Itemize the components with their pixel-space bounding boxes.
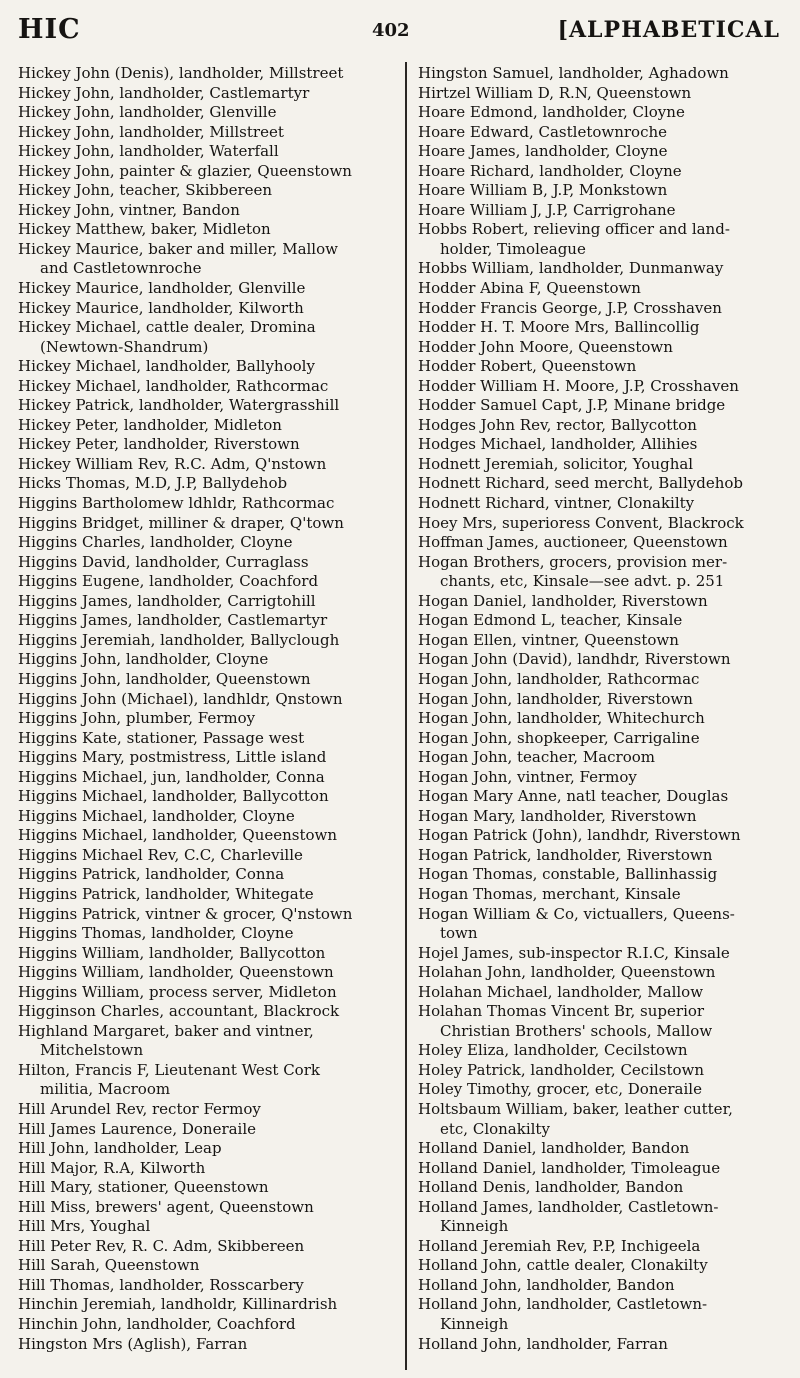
directory-entry: Higgins William, process server, Midleton [18, 982, 337, 1001]
directory-entry-continuation: Christian Brothers' schools, Mallow [440, 1021, 713, 1040]
directory-entry: Hickey John, painter & glazier, Queenstown [18, 161, 352, 180]
directory-entry: Hill John, landholder, Leap [18, 1139, 222, 1158]
directory-entry: Hoare Edward, Castletownroche [418, 122, 668, 141]
directory-entry: Hogan Patrick (John), landhdr, Riverstown [418, 826, 741, 845]
directory-entry-continuation: Kinneigh [440, 1217, 509, 1236]
directory-entry: Higgins Patrick, vintner & grocer, Q'nstown [18, 904, 353, 923]
directory-entry: Higgins Kate, stationer, Passage west [18, 728, 305, 747]
directory-entry: Holey Patrick, landholder, Cecilstown [418, 1060, 705, 1079]
directory-entry: Hinchin John, landholder, Coachford [18, 1315, 296, 1333]
directory-entry: Hoare James, landholder, Cloyne [418, 142, 668, 161]
directory-entry: Hickey John, landholder, Waterfall [18, 142, 279, 161]
directory-entry: Higgins John (Michael), landhldr, Qnstown [18, 689, 343, 708]
directory-entry: Hodges Michael, landholder, Allihies [418, 435, 698, 454]
directory-entry: Hodder John Moore, Queenstown [418, 337, 673, 356]
directory-entry: Hicks Thomas, M.D, J.P, Ballydehob [18, 474, 288, 493]
directory-entry: Hickey William Rev, R.C. Adm, Q'nstown [18, 454, 327, 473]
directory-entry: Holahan John, landholder, Queenstown [418, 963, 716, 982]
directory-entry: Hinchin Jeremiah, landholdr, Killinardrish [18, 1295, 338, 1314]
directory-entry: Holey Timothy, grocer, etc, Doneraile [418, 1080, 702, 1099]
directory-entry: Hojel James, sub-inspector R.I.C, Kinsale [418, 943, 730, 962]
directory-entry: Hobbs William, landholder, Dunmanway [418, 259, 724, 278]
directory-entry: Holtsbaum William, baker, leather cutter, [418, 1099, 733, 1118]
right-column [418, 64, 790, 1374]
directory-entry: Hogan Brothers, grocers, provision mer- [418, 552, 728, 571]
directory-entry: Higgins Eugene, landholder, Coachford [18, 572, 319, 591]
directory-entry: Hodder Francis George, J.P, Crosshaven [418, 298, 722, 317]
directory-entry: Hilton, Francis F, Lieutenant West Cork [18, 1060, 320, 1079]
directory-entry-continuation: chants, etc, Kinsale—see advt. p. 251 [440, 572, 725, 591]
directory-entry: Holahan Michael, landholder, Mallow [418, 982, 704, 1001]
directory-entry: Higgins Jeremiah, landholder, Ballyclough [18, 630, 340, 649]
directory-entry: Hickey Michael, landholder, Rathcormac [18, 376, 329, 395]
directory-entry: Hodder H. T. Moore Mrs, Ballincollig [418, 318, 700, 337]
directory-entry: Hill Thomas, landholder, Rosscarbery [18, 1275, 304, 1294]
directory-entry-continuation: and Castletownroche [40, 259, 202, 278]
directory-entry-continuation: Kinneigh [440, 1315, 509, 1333]
directory-entry: Higgins Michael, landholder, Ballycotton [18, 787, 329, 806]
directory-entry: Hill Mary, stationer, Queenstown [18, 1178, 269, 1197]
directory-entry: Hill Arundel Rev, rector Fermoy [18, 1099, 261, 1118]
directory-entry: Hill Sarah, Queenstown [18, 1256, 200, 1275]
directory-entry: Higgins William, landholder, Ballycotton [18, 943, 326, 962]
directory-entry: Holland Daniel, landholder, Bandon [418, 1139, 690, 1158]
directory-entry: Holey Eliza, landholder, Cecilstown [418, 1041, 688, 1060]
directory-entry: Hogan John, landholder, Whitechurch [418, 709, 705, 728]
directory-entry: Higgins David, landholder, Curraglass [18, 552, 309, 571]
directory-entry: Higgins Bartholomew ldhldr, Rathcormac [18, 494, 335, 513]
directory-entry: Higgins Bridget, milliner & draper, Q'town [18, 513, 344, 532]
directory-entry: Hogan William & Co, victuallers, Queens- [418, 904, 735, 923]
directory-entry: Hodnett Richard, vintner, Clonakilty [418, 494, 695, 513]
page-header [0, 0, 800, 46]
directory-entry: Higgins William, landholder, Queenstown [18, 963, 334, 982]
directory-entry: Hickey John (Denis), landholder, Millstreet [18, 64, 344, 82]
directory-entry: Hodder Abina F, Queenstown [418, 279, 641, 298]
directory-entry: Hickey Patrick, landholder, Watergrasshill [18, 396, 340, 415]
page-number: 402 [372, 20, 410, 41]
directory-entry: Highland Margaret, baker and vintner, [18, 1021, 314, 1040]
directory-entry: Holland John, cattle dealer, Clonakilty [418, 1256, 708, 1275]
directory-entry: Hodder Samuel Capt, J.P, Minane bridge [418, 396, 726, 415]
directory-entry: Hogan Daniel, landholder, Riverstown [418, 591, 708, 610]
left-column [18, 64, 396, 1374]
directory-entry: Hogan Mary Anne, natl teacher, Douglas [418, 787, 729, 806]
directory-entry: Higgins James, landholder, Carrigtohill [18, 591, 316, 610]
directory-entry: Higgins Charles, landholder, Cloyne [18, 533, 293, 552]
directory-entry: Higgins James, landholder, Castlemartyr [18, 611, 328, 630]
directory-entry: Hickey Peter, landholder, Riverstown [18, 435, 300, 454]
directory-entry: Hickey Peter, landholder, Midleton [18, 415, 282, 434]
directory-entry: Hirtzel William D, R.N, Queenstown [418, 83, 692, 102]
directory-entry: Higginson Charles, accountant, Blackrock [18, 1002, 340, 1021]
directory-entry: Hogan John, shopkeeper, Carrigaline [418, 728, 700, 747]
directory-entry: Higgins Patrick, landholder, Conna [18, 865, 285, 884]
directory-entry: Hickey Maurice, landholder, Glenville [18, 279, 306, 298]
directory-entry: Hodder William H. Moore, J.P, Crosshaven [418, 376, 739, 395]
directory-entry: Hodnett Jeremiah, solicitor, Youghal [418, 454, 694, 473]
directory-entry: Hogan Ellen, vintner, Queenstown [418, 630, 679, 649]
directory-entry: Holland Jeremiah Rev, P.P, Inchigeela [418, 1236, 701, 1255]
directory-entry: Hobbs Robert, relieving officer and land- [418, 220, 730, 239]
directory-entry: Hogan John, teacher, Macroom [418, 748, 655, 767]
directory-entry: Hickey John, teacher, Skibbereen [18, 181, 273, 200]
directory-entry: Hickey Michael, landholder, Ballyhooly [18, 357, 315, 376]
directory-entry: Hickey John, vintner, Bandon [18, 200, 240, 219]
directory-entry: Hogan John, landholder, Rathcormac [418, 669, 700, 688]
directory-entry: Hogan Mary, landholder, Riverstown [418, 806, 697, 825]
directory-entry: Hill Mrs, Youghal [18, 1217, 151, 1236]
directory-entry: Higgins John, plumber, Fermoy [18, 709, 256, 728]
directory-entry: Higgins Thomas, landholder, Cloyne [18, 924, 294, 943]
directory-entry-continuation: Mitchelstown [40, 1041, 144, 1060]
directory-entry: Hickey Maurice, baker and miller, Mallow [18, 239, 338, 258]
directory-entry: Hickey Maurice, landholder, Kilworth [18, 298, 304, 317]
directory-entry: Hill Major, R.A, Kilworth [18, 1158, 206, 1177]
directory-entry: Hingston Mrs (Aglish), Farran [18, 1334, 248, 1353]
directory-entry: Hoare Richard, landholder, Cloyne [418, 161, 682, 180]
directory-entry: Higgins Michael, landholder, Cloyne [18, 806, 295, 825]
directory-entry: Hogan Thomas, merchant, Kinsale [418, 884, 681, 903]
directory-entry-continuation: etc, Clonakilty [440, 1119, 550, 1138]
directory-entry: Hodnett Richard, seed mercht, Ballydehob [418, 474, 744, 493]
directory-entry: Hill Miss, brewers' agent, Queenstown [18, 1197, 314, 1216]
directory-entry: Hickey John, landholder, Glenville [18, 103, 277, 122]
directory-entry: Holland James, landholder, Castletown- [418, 1197, 719, 1216]
directory-entry: Hill James Laurence, Doneraile [18, 1119, 257, 1138]
directory-entry: Hill Peter Rev, R. C. Adm, Skibbereen [18, 1236, 305, 1255]
directory-entry: Hickey Matthew, baker, Midleton [18, 220, 271, 239]
directory-entry: Hoare Edmond, landholder, Cloyne [418, 103, 685, 122]
directory-entry: Higgins Patrick, landholder, Whitegate [18, 884, 314, 903]
directory-entry: Holahan Thomas Vincent Br, superior [418, 1002, 705, 1021]
directory-entry: Hogan John, landholder, Riverstown [418, 689, 693, 708]
directory-entry: Holland John, landholder, Castletown- [418, 1295, 708, 1314]
directory-entry: Higgins Michael, jun, landholder, Conna [18, 767, 325, 786]
directory-entry-continuation: (Newtown-Shandrum) [40, 337, 209, 356]
directory-entry: Hingston Samuel, landholder, Aghadown [418, 64, 729, 82]
directory-entry-continuation: town [440, 924, 478, 943]
directory-entry: Hogan Thomas, constable, Ballinhassig [418, 865, 718, 884]
directory-entry: Hickey Michael, cattle dealer, Dromina [18, 318, 316, 337]
directory-entry: Hoare William J, J.P, Carrigrohane [418, 200, 676, 219]
directory-entry: Hogan Edmond L, teacher, Kinsale [418, 611, 683, 630]
directory-entry: Hogan John, vintner, Fermoy [418, 767, 637, 786]
directory-entry-continuation: holder, Timoleague [440, 239, 586, 258]
directory-entry: Hickey John, landholder, Millstreet [18, 122, 284, 141]
directory-entry: Higgins John, landholder, Queenstown [18, 669, 311, 688]
directory-entry: Hogan Patrick, landholder, Riverstown [418, 845, 713, 864]
directory-entry: Hodder Robert, Queenstown [418, 357, 637, 376]
directory-entry: Hoey Mrs, superioress Convent, Blackrock [418, 513, 744, 532]
directory-entry: Hoffman James, auctioneer, Queenstown [418, 533, 728, 552]
running-head: HIC [18, 14, 81, 45]
directory-entry: Holland Denis, landholder, Bandon [418, 1178, 684, 1197]
directory-entry: Hoare William B, J.P, Monkstown [418, 181, 668, 200]
directory-entry: Higgins John, landholder, Cloyne [18, 650, 269, 669]
directory-entry: Holland John, landholder, Bandon [418, 1275, 675, 1294]
directory-entry: Higgins Mary, postmistress, Little island [18, 748, 327, 767]
column-divider [405, 62, 407, 1370]
section-title: [ALPHABETICAL [557, 17, 780, 43]
directory-entry: Higgins Michael Rev, C.C, Charleville [18, 845, 303, 864]
directory-entry: Holland Daniel, landholder, Timoleague [418, 1158, 721, 1177]
directory-entry: Hodges John Rev, rector, Ballycotton [418, 415, 697, 434]
directory-entry: Hogan John (David), landhdr, Riverstown [418, 650, 731, 669]
directory-entry: Hickey John, landholder, Castlemartyr [18, 83, 310, 102]
directory-entry-continuation: militia, Macroom [40, 1080, 171, 1099]
directory-entry: Higgins Michael, landholder, Queenstown [18, 826, 338, 845]
directory-entry: Holland John, landholder, Farran [418, 1334, 668, 1353]
